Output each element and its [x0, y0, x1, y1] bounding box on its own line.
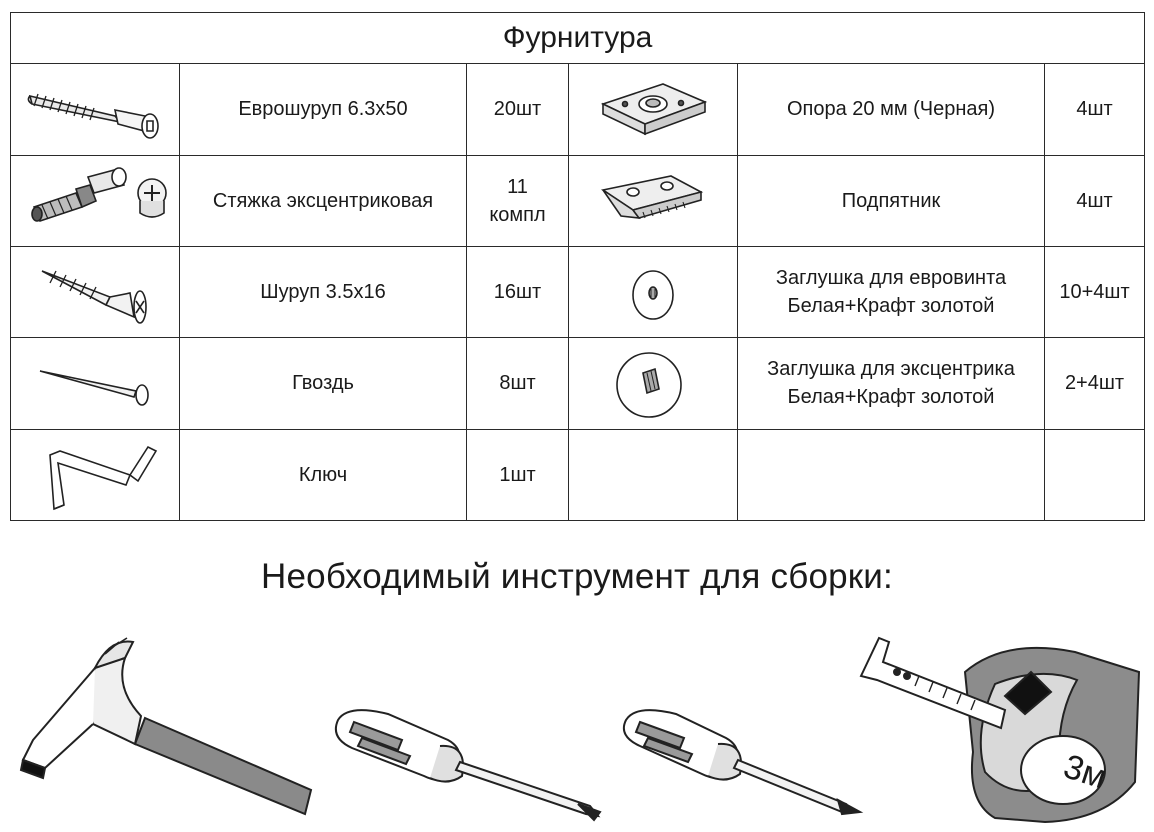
- item-name: Стяжка эксцентриковая: [180, 155, 467, 246]
- empty-cell: [738, 429, 1045, 520]
- item-qty: 4шт: [1045, 155, 1145, 246]
- item-name-line: Белая+Крафт золотой: [787, 386, 995, 409]
- item-name: [738, 338, 1045, 429]
- hardware-table: [10, 12, 1145, 521]
- support-pad-icon: [569, 64, 738, 155]
- item-qty: 10+4шт: [1045, 246, 1145, 337]
- item-name: Гвоздь: [180, 338, 467, 429]
- item-qty: 4шт: [1045, 64, 1145, 155]
- item-name-line: Заглушка для евровинта: [775, 267, 1007, 290]
- item-qty-count: 11: [507, 175, 528, 198]
- item-qty: 20шт: [467, 64, 569, 155]
- table-row: [11, 429, 1145, 520]
- item-qty: 2+4шт: [1045, 338, 1145, 429]
- item-name: Ключ: [180, 429, 467, 520]
- item-qty: 1шт: [467, 429, 569, 520]
- hammer-icon: [15, 628, 325, 828]
- table-row: [11, 155, 1145, 246]
- table-row: [11, 246, 1145, 337]
- tools-title: Необходимый инструмент для сборки:: [261, 557, 893, 596]
- item-qty-unit: компл: [489, 203, 546, 226]
- euroscrew-icon: [11, 64, 180, 155]
- item-name: [738, 246, 1045, 337]
- item-name: Опора 20 мм (Черная): [738, 64, 1045, 155]
- tape-length-label: 3м: [1059, 747, 1111, 797]
- table-row: [11, 64, 1145, 155]
- item-qty: [467, 155, 569, 246]
- flat-screwdriver-icon: [328, 700, 608, 825]
- eccentric-tie-icon: [11, 155, 180, 246]
- empty-cell: [569, 429, 738, 520]
- hex-key-icon: [11, 429, 180, 520]
- empty-cell: [1045, 429, 1145, 520]
- item-name: Шуруп 3.5х16: [180, 246, 467, 337]
- wood-screw-icon: [11, 246, 180, 337]
- item-name-line: Заглушка для эксцентрика: [767, 358, 1015, 381]
- item-name: Подпятник: [738, 155, 1045, 246]
- nail-icon: [11, 338, 180, 429]
- table-title: Фурнитура: [11, 13, 1145, 64]
- item-name-line: Белая+Крафт золотой: [787, 295, 995, 318]
- large-cap-icon: [569, 338, 738, 429]
- item-qty: 16шт: [467, 246, 569, 337]
- phillips-screwdriver-icon: [616, 700, 866, 825]
- small-cap-icon: [569, 246, 738, 337]
- glide-icon: [569, 155, 738, 246]
- table-row: [11, 338, 1145, 429]
- item-qty: 8шт: [467, 338, 569, 429]
- item-name: Еврошуруп 6.3х50: [180, 64, 467, 155]
